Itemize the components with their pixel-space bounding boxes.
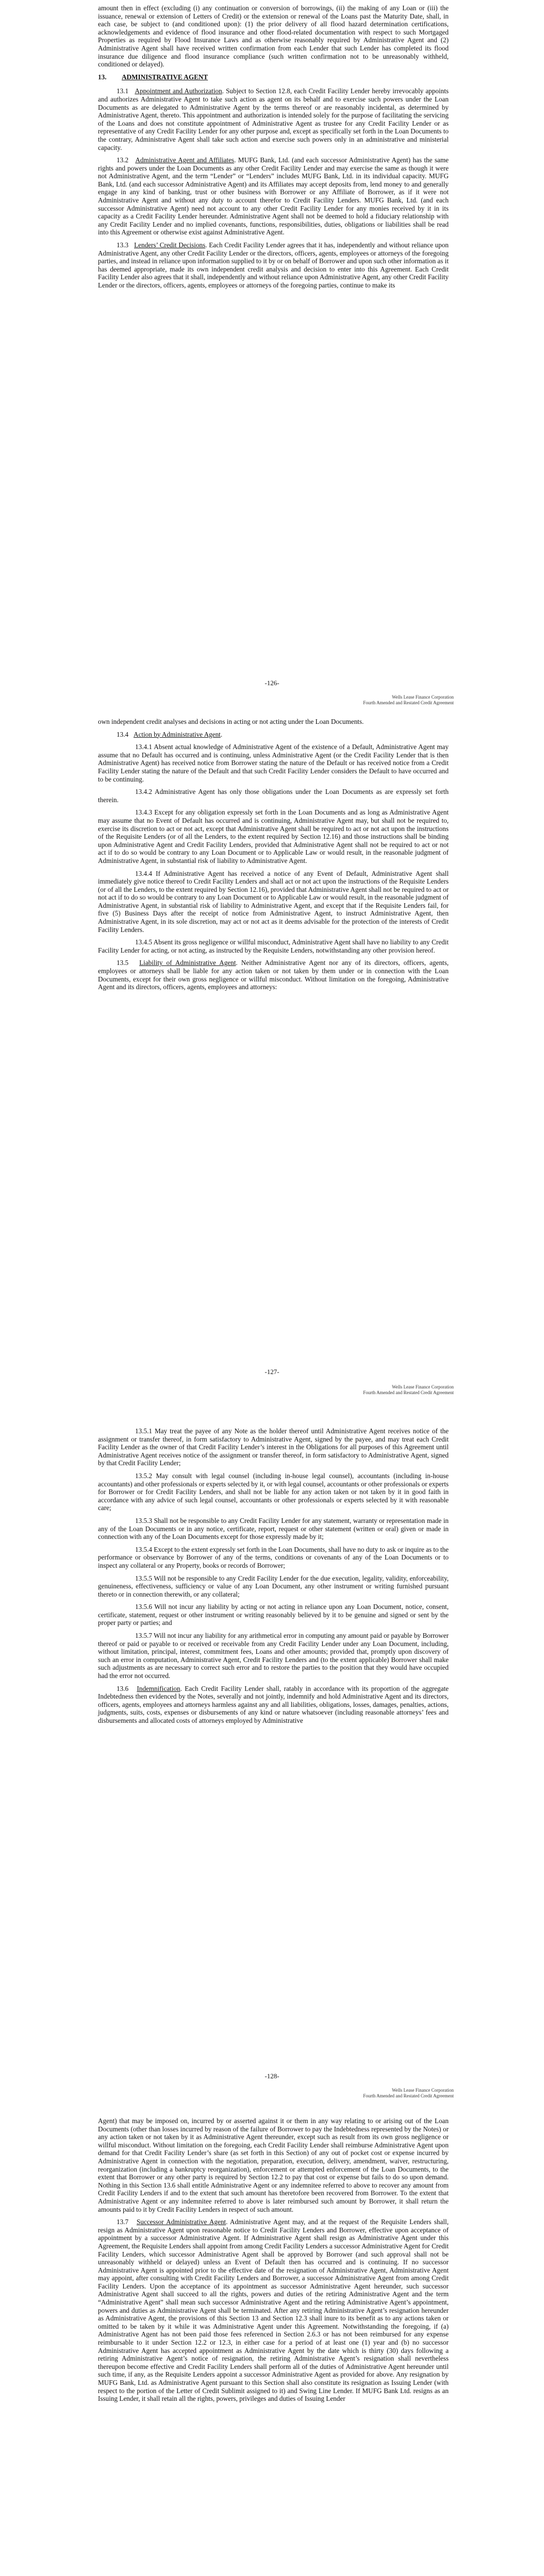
subsection-title: Indemnification — [137, 1684, 180, 1692]
footer-agreement: Fourth Amended and Restated Credit Agreement — [363, 2093, 454, 2098]
paragraph: 13.5.4 Except to the extent expressly set forth in the Loan Documents, shall have no duty to ask or inquire as to the performance or observance by Borrower of any of the terms, conditions or covenants of any of the Loan Documents or to inspect any collateral or any Property, books or records of Borrower; — [98, 1545, 449, 1569]
page-number: -126- — [265, 679, 279, 687]
subsection-number: 13.5 — [117, 959, 129, 967]
paragraph: 13.5.6 Will not incur any liability by acting or not acting in reliance upon any Loan Document, notice, consent, certificate, statement, request or other instrument or writing reasonably believed by it to be genuine and signed or sent by the proper party or parties; and — [98, 1603, 449, 1627]
paragraph: 13.5.2 May consult with legal counsel (including in-house legal counsel), accountants (including in-house accountants) and other professionals or experts selected by it, or with legal counsel, accountants or other professionals or experts for Borrower or for Credit Facility Lenders, and shall not be liable for any action taken or not taken by it in good faith in accordance with any advice of such legal counsel, accountants or other professionals or experts selected by it with reasonable care; — [98, 1471, 449, 1512]
footer-company: Wells Lease Finance Corporation — [392, 2088, 454, 2093]
page-4-body — [98, 2117, 449, 2408]
section-number: 13. — [98, 73, 107, 81]
paragraph: Agent) that may be imposed on, incurred by or asserted against it or them in any way relating to or arising out of the Loan Documents (other than losses incurred by reason of the failure of Borrower to pay the Indebtedness represented by the Notes) or any action taken or not taken by it as Administrative Agent thereunder, except such as result from its own gross negligence or willful misconduct. Without limitation on the foregoing, each Credit Facility Lender shall reimburse Administrative Agent upon demand for that Credit Facility Lender’s share (as set forth in this Section) of any out of pocket cost or expense incurred by Administrative Agent in connection with the negotiation, preparation, execution, delivery, amendment, waiver, restructuring, reorganization (including a bankruptcy reorganization), enforcement or attempted enforcement of the Loan Documents, to the extent that Borrower or any other party is required by Section 12.2 to pay that cost or expense but fails to do so upon demand. Nothing in this Section 13.6 shall entitle Administrative Agent or any indemnitee referred to above to recover any amount from Credit Facility Lenders if and to the extent that such amount has theretofore been recovered from Borrower. To the extent that Administrative Agent or any indemnitee referred to above is later reimbursed such amount by Borrower, it shall return the amounts paid to it by Credit Facility Lenders in respect of such amount. — [98, 2117, 449, 2213]
subsection-text: Administrative Agent may, and at the request of the Requisite Lenders shall, resign as Administrative Agent upon reasonable notice to Credit Facility Lenders and Borrower, effective upon acceptance of appointment by a successor Administrative Agent. If Administrative Agent shall resign as Administrative Agent under this Agreement, the Requisite Lenders shall appoint from among Credit Facility Lenders a successor Administrative Agent for Credit Facility Lenders, which successor Administrative Agent shall be approved by Borrower (and such approval shall not be unreasonably withheld or delayed) unless an Event of Default then has occurred and is continuing. If no successor Administrative Agent is appointed prior to the effective date of the resignation of Administrative Agent, Administrative Agent may appoint, after consulting with Credit Facility Lenders and Borrower, a successor Administrative Agent from among Credit Facility Lenders. Upon the acceptance of its appointment as successor Administrative Agent hereunder, such successor Administrative Agent shall succeed to all the rights, powers and duties of the retiring Administrative Agent and the term “Administrative Agent” shall mean such successor Administrative Agent and the retiring Administrative Agent’s appointment, powers and duties as Administrative Agent shall be terminated. After any retiring Administrative Agent’s resignation hereunder as Administrative Agent, the provisions of this Section 13 and Section 12.3 shall inure to its benefit as to any actions taken or omitted to be taken by it while it was Administrative Agent under this Agreement. Notwithstanding the foregoing, if (a) Administrative Agent has not been paid those fees referenced in Section 2.6.3 or has not been reimbursed for any expense reimbursable to it under Section 12.2 or 12.3, in either case for a period of at least one (1) year and (b) no successor Administrative Agent has accepted appointment as Administrative Agent by the date which is thirty (30) days following a retiring Administrative Agent’s notice of resignation, the retiring Administrative Agent’s resignation shall nevertheless thereupon become effective and Credit Facility Lenders shall perform all of the duties of Administrative Agent hereunder until such time, if any, as the Requisite Lenders appoint a successor Administrative Agent as provided for above. Any resignation by MUFG Bank, Ltd. as Administrative Agent pursuant to this Section shall also constitute its resignation as Issuing Lender (with respect to the portion of the Letter of Credit Sublimit assigned to it) and Swing Line Lender. If MUFG Bank Ltd. resigns as an Issuing Lender, it shall retain all the rights, powers, privileges and duties of Issuing Lender — [98, 2218, 449, 2403]
page-number: -127- — [265, 1368, 279, 1376]
page-2-body — [98, 718, 449, 996]
page-footer — [361, 1384, 454, 1396]
paragraph: 13.4.5 Absent its gross negligence or willful misconduct, Administrative Agent shall have no liability to any Credit Facility Lender for acting, or not acting, as instructed by the Requisite Lenders, notwithstanding any other provision hereof. — [98, 938, 449, 954]
paragraph: 13.7 Successor Administrative Agent. Administrative Agent may, and at the request of the Requisite Lenders shall, resign as Administrative Agent upon reasonable notice to Credit Facility Lenders and Borrower, effective upon acceptance of appointment by a successor Administrative Agent. If Administrative Agent shall resign as Administrative Agent under this Agreement, the Requisite Lenders shall appoint from among Credit Facility Lenders a successor Administrative Agent for Credit Facility Lenders, which successor Administrative Agent shall be approved by Borrower (and such approval shall not be unreasonably withheld or delayed) unless an Event of Default then has occurred and is continuing. If no successor Administrative Agent is appointed prior to the effective date of the resignation of Administrative Agent, Administrative Agent may appoint, after consulting with Credit Facility Lenders and Borrower, a successor Administrative Agent from among Credit Facility Lenders. Upon the acceptance of its appointment as successor Administrative Agent hereunder, such successor Administrative Agent shall succeed to all the rights, powers and duties of the retiring Administrative Agent and the term “Administrative Agent” shall mean such successor Administrative Agent and the retiring Administrative Agent’s appointment, powers and duties as Administrative Agent shall be terminated. After any retiring Administrative Agent’s resignation hereunder as Administrative Agent, the provisions of this Section 13 and Section 12.3 shall inure to its benefit as to any actions taken or omitted to be taken by it while it was Administrative Agent under this Agreement. Notwithstanding the foregoing, if (a) Administrative Agent has not been paid those fees referenced in Section 2.6.3 or has not been reimbursed for any expense reimbursable to it under Section 12.2 or 12.3, in either case for a period of at least one (1) year and (b) no successor Administrative Agent has accepted appointment as Administrative Agent by the date which is thirty (30) days following a retiring Administrative Agent’s notice of resignation, the retiring Administrative Agent’s resignation shall nevertheless thereupon become effective and Credit Facility Lenders shall perform all of the duties of Administrative Agent hereunder until such time, if any, as the Requisite Lenders appoint a successor Administrative Agent as provided for above. Any resignation by MUFG Bank, Ltd. as Administrative Agent pursuant to this Section shall also constitute its resignation as Issuing Lender (with respect to the portion of the Letter of Credit Sublimit assigned to it) and Swing Line Lender. If MUFG Bank Ltd. resigns as an Issuing Lender, it shall retain all the rights, powers, privileges and duties of Issuing Lender — [98, 2218, 449, 2403]
subsection-number: 13.3 — [117, 241, 129, 249]
subsection-text: Neither Administrative Agent nor any of its directors, officers, agents, employees or attorneys shall be liable for any action taken or not taken by them under or in connection with the Loan Documents, except for their own gross negligence or willful misconduct. Without limitation on the foregoing, Administrative Agent and its directors, officers, agents, employees and attorneys: — [98, 959, 449, 991]
page-3-body — [98, 1427, 449, 1730]
paragraph: 13.5.7 Will not incur any liability for any arithmetical error in computing any amount paid or payable by Borrower thereof or paid or payable to or received or receivable from any Credit Facility Lender under any Loan Document, including, without limitation, principal, interest, commitment fees, Loans and other amounts; provided that, promptly upon discovery of such an error in computation, Administrative Agent, Credit Facility Lenders and (to the extent applicable) Borrower shall make such adjustments as are necessary to correct such error and to restore the parties to the position that they would have occupied had the error not occurred. — [98, 1632, 449, 1680]
paragraph: 13.3 Lenders’ Credit Decisions. Each Credit Facility Lender agrees that it has, independently and without reliance upon Administrative Agent, any other Credit Facility Lender or the directors, officers, agents, employees or attorneys of the foregoing parties, and instead in reliance upon information supplied to it by or on behalf of Borrower and upon such other information as it has deemed appropriate, made its own independent credit analysis and decision to enter into this Agreement. Each Credit Facility Lender also agrees that it shall, independently and without reliance upon Administrative Agent, any other Credit Facility Lender or the directors, officers, agents, employees or attorneys of the foregoing parties, continue to make its — [98, 241, 449, 289]
paragraph: 13.2 Administrative Agent and Affiliates. MUFG Bank, Ltd. (and each successor Administrative Agent) has the same rights and powers under the Loan Documents as any other Credit Facility Lender and may exercise the same as though it were not Administrative Agent, and the term “Lender” or “Lenders” includes MUFG Bank, Ltd. in its individual capacity. MUFG Bank, Ltd. (and each successor Administrative Agent) and its Affiliates may accept deposits from, lend money to and generally engage in any kind of banking, trust or other business with Borrower or any Affiliate of Borrower, as if it were not Administrative Agent and without any duty to account therefor to Credit Facility Lenders. MUFG Bank, Ltd. (and each successor Administrative Agent) need not account to any other Credit Facility Lender for any monies received by it in its capacity as a Credit Facility Lender hereunder. Administrative Agent shall not be deemed to hold a fiduciary relationship with any Credit Facility Lender and no implied covenants, functions, responsibilities, duties, obligations or liabilities shall be read into this Agreement or otherwise exist against Administrative Agent. — [98, 156, 449, 236]
subsection-number: 13.4 — [117, 730, 129, 738]
subsection-text: MUFG Bank, Ltd. (and each successor Administrative Agent) has the same rights and powers under the Loan Documents as any other Credit Facility Lender and may exercise the same as though it were not Administrative Agent, and the term “Lender” or “Lenders” includes MUFG Bank, Ltd. in its individual capacity. MUFG Bank, Ltd. (and each successor Administrative Agent) and its Affiliates may accept deposits from, lend money to and generally engage in any kind of banking, trust or other business with Borrower or any Affiliate of Borrower, as if it were not Administrative Agent and without any duty to account therefor to Credit Facility Lenders. MUFG Bank, Ltd. (and each successor Administrative Agent) need not account to any other Credit Facility Lender for any monies received by it in its capacity as a Credit Facility Lender hereunder. Administrative Agent shall not be deemed to hold a fiduciary relationship with any Credit Facility Lender and no implied covenants, functions, responsibilities, duties, obligations or liabilities shall be read into this Agreement or otherwise exist against Administrative Agent. — [98, 156, 449, 236]
subsection-number: 13.2 — [117, 156, 129, 164]
paragraph: 13.6 Indemnification. Each Credit Facility Lender shall, ratably in accordance with its proportion of the aggregate Indebtedness then evidenced by the Notes, severally and not jointly, indemnify and hold Administrative Agent and its directors, officers, agents, employees and attorneys harmless against any and all liabilities, obligations, losses, damages, penalties, actions, judgments, suits, costs, expenses or disbursements of any kind or nature whatsoever (including reasonable attorneys’ fees and disbursements and allocated costs of attorneys employed by Administrative — [98, 1684, 449, 1724]
subsection-title: Lenders’ Credit Decisions — [134, 241, 206, 249]
paragraph: 13.4.2 Administrative Agent has only those obligations under the Loan Documents as are expressly set forth therein. — [98, 788, 449, 804]
page-number: -128- — [265, 2072, 279, 2080]
subsection-number: 13.6 — [117, 1684, 129, 1692]
subsection-text: Subject to Section 12.8, each Credit Facility Lender hereby irrevocably appoints and authorizes Administrative Agent to take such action as agent on its behalf and to exercise such powers under the Loan Documents as are delegated to Administrative Agent by the terms thereof or are reasonably incidental, as determined by Administrative Agent, thereto. This appointment and authorization is intended solely for the purpose of facilitating the servicing of the Loans and does not constitute appointment of Administrative Agent as trustee for any Credit Facility Lender or as representative of any Credit Facility Lender for any other purpose and, except as specifically set forth in the Loan Documents to the contrary, Administrative Agent shall take such action and exercise such powers only in an administrative and ministerial capacity. — [98, 87, 449, 151]
paragraph: 13.5.1 May treat the payee of any Note as the holder thereof until Administrative Agent receives notice of the assignment or transfer thereof, in form satisfactory to Administrative Agent, signed by the payee, and may treat each Credit Facility Lender as the owner of that Credit Facility Lender’s interest in the Obligations for all purposes of this Agreement until Administrative Agent receives notice of the assignment or transfer thereof, in form satisfactory to Administrative Agent, signed by that Credit Facility Lender; — [98, 1427, 449, 1467]
footer-agreement: Fourth Amended and Restated Credit Agreement — [363, 1390, 454, 1395]
footer-agreement: Fourth Amended and Restated Credit Agreement — [363, 700, 454, 705]
subsection-title: Administrative Agent and Affiliates — [135, 156, 235, 164]
footer-company: Wells Lease Finance Corporation — [392, 694, 454, 700]
subsection-title: Liability of Administrative Agent — [139, 959, 236, 967]
page-1-body — [98, 4, 449, 294]
paragraph: amount then in effect (excluding (i) any continuation or conversion of borrowings, (ii) the making of any Loan or (iii) the issuance, renewal or extension of Letters of Credit) or the extension or renewal of the Loans past the Maturity Date, shall, in each case, be subject to (and conditioned upon): (1) the prior delivery of all flood hazard determination certifications, acknowledgements and evidence of flood insurance and other flood-related documentation with respect to such Mortgaged Properties as required by Flood Insurance Laws and as otherwise reasonably required by Administrative Agent and (2) Administrative Agent shall have received written confirmation from each Lender that such Lender has completed its flood insurance due diligence and flood insurance compliance (such written confirmation not to be unreasonably withheld, conditioned or delayed). — [98, 4, 449, 69]
paragraph: own independent credit analyses and decisions in acting or not acting under the Loan Documents. — [98, 718, 364, 725]
footer-company: Wells Lease Finance Corporation — [392, 1384, 454, 1389]
subsection-title: Appointment and Authorization — [135, 87, 222, 95]
subsection-number: 13.1 — [117, 87, 129, 95]
section-title: ADMINISTRATIVE AGENT — [122, 73, 208, 81]
page-footer — [361, 694, 454, 706]
paragraph: 13.5.3 Shall not be responsible to any Credit Facility Lender for any statement, warranty or representation made in any of the Loan Documents or in any notice, certificate, report, request or other statement (written or oral) given or made in connection with any of the Loan Documents except for those expressly made by it; — [98, 1516, 449, 1541]
subsection-number: 13.7 — [117, 2218, 129, 2226]
paragraph: 13.4.4 If Administrative Agent has received a notice of any Event of Default, Administrative Agent shall immediately give notice thereof to Credit Facility Lenders and shall act or not act upon the instructions of the Requisite Lenders (or of all the Lenders, to the extent required by Section 12.16), provided that Administrative Agent shall not be required to act or not act if to do so would be contrary to any Loan Document or to Applicable Law or would result, in the reasonable judgment of Administrative Agent, in substantial risk of liability to Administrative Agent, and except that if the Requisite Lenders fail, for five (5) Business Days after the receipt of notice from Administrative Agent, to instruct Administrative Agent, then Administrative Agent, in its sole discretion, may act or not act as it deems advisable for the protection of the interests of Credit Facility Lenders. — [98, 869, 449, 934]
paragraph: 13.4.1 Absent actual knowledge of Administrative Agent of the existence of a Default, Administrative Agent may assume that no Default has occurred and is continuing, unless Administrative Agent (or the Credit Facility Lender that is then Administrative Agent) has received notice from Borrower stating the nature of the Default or has received notice from a Credit Facility Lender stating the nature of the Default and that such Credit Facility Lender considers the Default to have occurred and to be continuing. — [98, 743, 449, 783]
subsection-title: Successor Administrative Agent — [136, 2218, 226, 2226]
paragraph: 13.4.3 Except for any obligation expressly set forth in the Loan Documents and as long as Administrative Agent may assume that no Event of Default has occurred and is continuing, Administrative Agent may, but shall not be required to, exercise its discretion to act or not act, except that Administrative Agent shall be required to act or not act upon the instructions of the Requisite Lenders (or of all the Lenders, to the extent required by Section 12.16) and those instructions shall be binding upon Administrative Agent and Credit Facility Lenders, provided that Administrative Agent shall not be required to act or not act if to do so would be contrary to any Loan Document or to Applicable Law or would result, in the reasonable judgment of Administrative Agent, in substantial risk of liability to Administrative Agent. — [98, 808, 449, 865]
subsection-text: Each Credit Facility Lender agrees that it has, independently and without reliance upon Administrative Agent, any other Credit Facility Lender or the directors, officers, agents, employees or attorneys of the foregoing parties, and instead in reliance upon information supplied to it by or on behalf of Borrower and upon such other information as it has deemed appropriate, made its own independent credit analysis and decision to enter into this Agreement. Each Credit Facility Lender also agrees that it shall, independently and without reliance upon Administrative Agent, any other Credit Facility Lender or the directors, officers, agents, employees or attorneys of the foregoing parties, continue to make its — [98, 241, 449, 289]
paragraph: 13.1 Appointment and Authorization. Subject to Section 12.8, each Credit Facility Lender hereby irrevocably appoints and authorizes Administrative Agent to take such action as agent on its behalf and to exercise such powers under the Loan Documents as are delegated to Administrative Agent by the terms thereof or are reasonably incidental, as determined by Administrative Agent, thereto. This appointment and authorization is intended solely for the purpose of facilitating the servicing of the Loans and does not constitute appointment of Administrative Agent as trustee for any Credit Facility Lender or as representative of any Credit Facility Lender for any other purpose and, except as specifically set forth in the Loan Documents to the contrary, Administrative Agent shall take such action and exercise such powers only in an administrative and ministerial capacity. — [98, 87, 449, 151]
paragraph: 13.4 Action by Administrative Agent. — [117, 730, 223, 738]
page-footer — [361, 2088, 454, 2099]
paragraph: 13.5.5 Will not be responsible to any Credit Facility Lender for the due execution, legality, validity, enforceability, genuineness, effectiveness, sufficiency or value of any Loan Document, any other instrument or writing furnished pursuant thereto or in connection therewith, or any collateral; — [98, 1574, 449, 1598]
subsection-text: Each Credit Facility Lender shall, ratably in accordance with its proportion of the aggregate Indebtedness then evidenced by the Notes, severally and not jointly, indemnify and hold Administrative Agent and its directors, officers, agents, employees and attorneys harmless against any and all liabilities, obligations, losses, damages, penalties, actions, judgments, suits, costs, expenses or disbursements of any kind or nature whatsoever (including reasonable attorneys’ fees and disbursements and allocated costs of attorneys employed by Administrative — [98, 1684, 449, 1724]
paragraph: 13.5 Liability of Administrative Agent. Neither Administrative Agent nor any of its directors, officers, agents, employees or attorneys shall be liable for any action taken or not taken by them under or in connection with the Loan Documents, except for their own gross negligence or willful misconduct. Without limitation on the foregoing, Administrative Agent and its directors, officers, agents, employees and attorneys: — [98, 959, 449, 991]
section-heading — [98, 73, 449, 81]
subsection-title: Action by Administrative Agent — [133, 730, 221, 738]
